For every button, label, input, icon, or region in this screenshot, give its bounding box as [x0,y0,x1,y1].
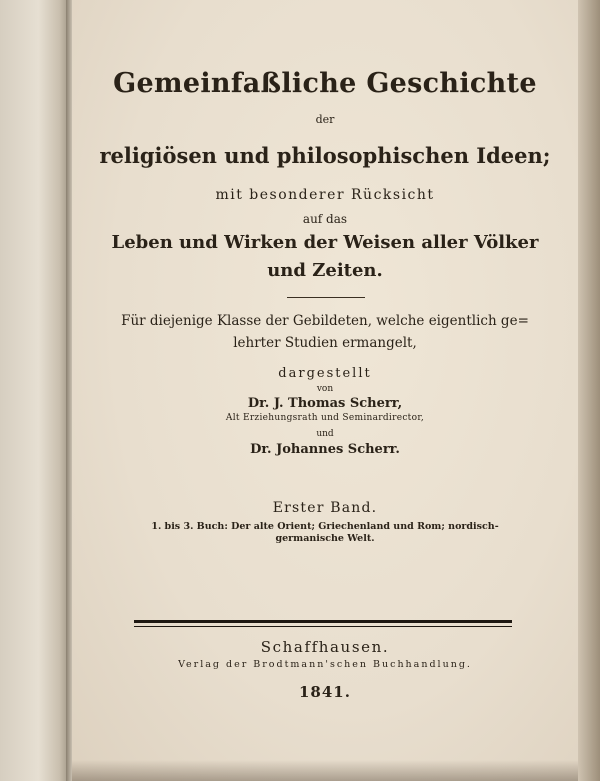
connector-von: von [316,384,334,394]
page-shadow [72,760,578,781]
books-line-2: germanische Welt. [275,533,375,544]
double-rule-thick [134,620,512,623]
book-title: Gemeinfaßliche Geschichte [113,68,537,99]
volume-label: Erster Band. [272,500,378,516]
publication-place: Schaffhausen. [260,638,390,656]
subtitle-line-4: und Zeiten. [267,260,383,281]
divider-rule [287,297,365,298]
book-spine [0,0,70,781]
author-2: Dr. Johannes Scherr. [250,442,400,457]
subtitle-line-3: Leben und Wirken der Weisen aller Völker [111,232,539,253]
audience-line-2: lehrter Studien ermangelt, [233,335,417,351]
audience-line-1: Für diejenige Klasse der Gebildeten, welche eigentlich ge= [121,313,529,329]
connector-der: der [315,113,335,126]
subtitle-line-2: mit besonderer Rücksicht [215,187,435,203]
connector-auf-das: auf das [302,212,348,226]
double-rule-thin [134,626,512,627]
connector-und: und [316,429,334,439]
publisher: Verlag der Brodtmann'schen Buchhandlung. [178,659,472,670]
author-1: Dr. J. Thomas Scherr, [247,396,403,411]
author-1-role: Alt Erziehungsrath und Seminardirector, [225,413,425,423]
dargestellt-label: dargestellt [278,366,372,381]
title-page [72,0,578,781]
publication-year: 1841. [299,683,351,701]
subtitle-line-1: religiösen und philosophischen Ideen; [99,143,551,168]
page-edge [578,0,600,781]
books-line-1: 1. bis 3. Buch: Der alte Orient; Griechenland und Rom; nordisch- [151,521,499,532]
